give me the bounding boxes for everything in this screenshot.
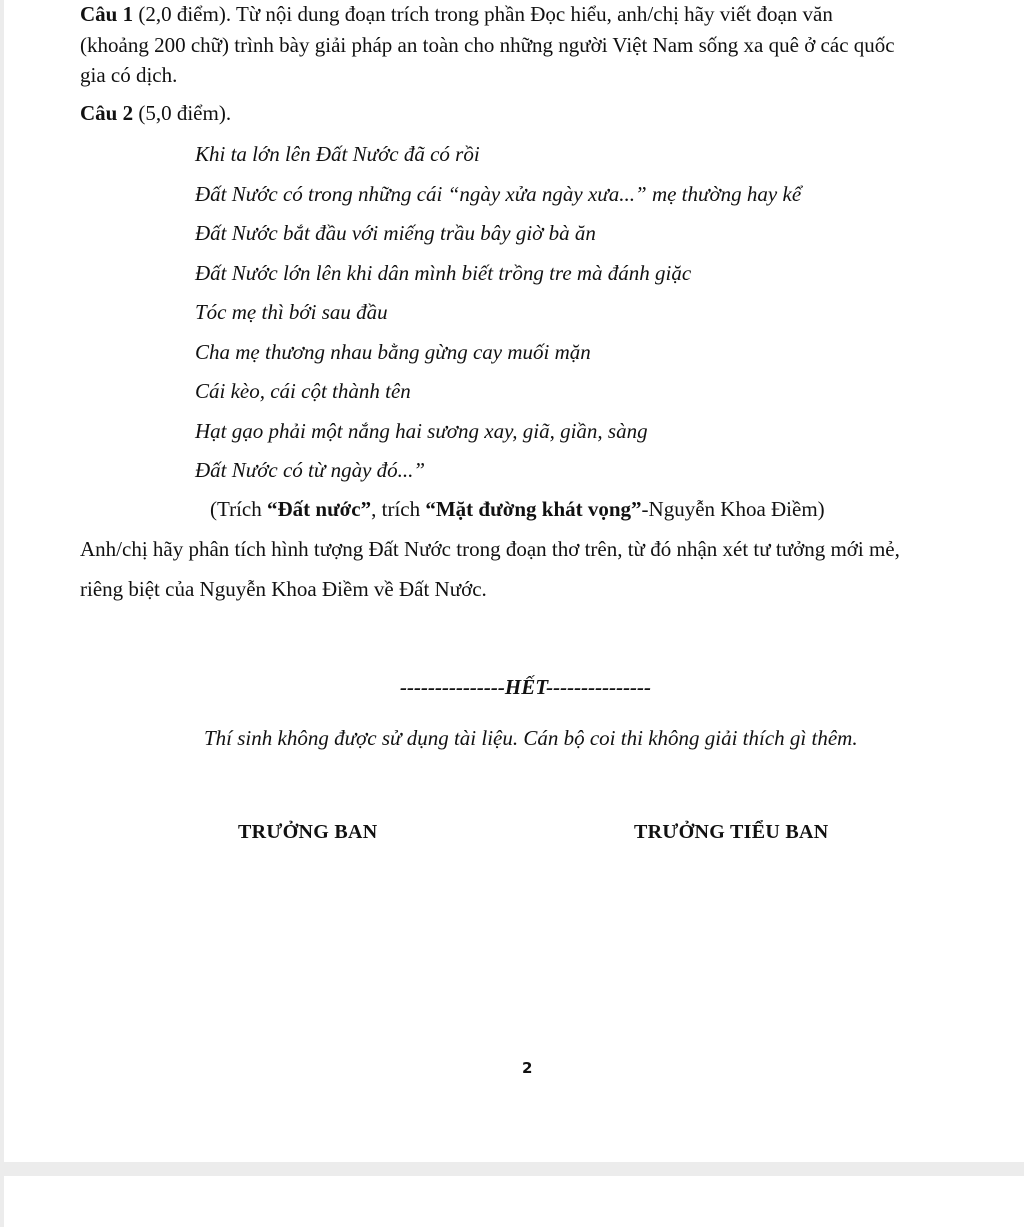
citation-prefix: (Trích	[210, 497, 267, 521]
poem-line: Đất Nước có trong những cái “ngày xửa ngày xưa...” mẹ thường hay kể	[195, 182, 802, 206]
question-1-label: Câu 1	[80, 2, 134, 26]
signature-head-of-subcommittee: TRƯỞNG TIỂU BAN	[634, 821, 829, 843]
signature-head-of-board: TRƯỞNG BAN	[238, 821, 378, 843]
question-1-line-3: gia có dịch.	[80, 63, 178, 87]
poem-line: Cha mẹ thương nhau bằng gừng cay muối mặn	[195, 340, 591, 364]
exam-note: Thí sinh không được sử dụng tài liệu. Cán bộ coi thi không giải thích gì thêm.	[204, 726, 858, 750]
citation-middle: , trích	[371, 497, 426, 521]
question-2-heading	[80, 101, 231, 125]
poem-line: Đất Nước bắt đầu với miếng trầu bây giờ bà ăn	[195, 221, 596, 245]
question-2-label: Câu 2	[80, 101, 134, 125]
citation-work-1: “Đất nước”	[266, 497, 372, 521]
question-2-points: (5,0 điểm).	[133, 101, 232, 125]
citation-work-2: “Mặt đường khát vọng”	[425, 497, 642, 521]
question-1-line-2: (khoảng 200 chữ) trình bày giải pháp an toàn cho những người Việt Nam sống xa quê ở các quốc	[80, 33, 895, 57]
task-line-1: Anh/chị hãy phân tích hình tượng Đất Nước trong đoạn thơ trên, từ đó nhận xét tư tưởng mới mẻ,	[80, 537, 900, 561]
exam-page	[4, 0, 1024, 1162]
poem-line: Tóc mẹ thì bới sau đầu	[195, 300, 388, 324]
end-marker: ---------------HẾT---------------	[400, 675, 652, 699]
poem-line: Cái kèo, cái cột thành tên	[195, 379, 411, 403]
question-1-text: (2,0 điểm). Từ nội dung đoạn trích trong phần Đọc hiểu, anh/chị hãy viết đoạn văn	[133, 2, 833, 26]
poem-citation	[210, 497, 825, 521]
poem-line: Hạt gạo phải một nắng hai sương xay, giã, giần, sàng	[195, 419, 648, 443]
poem-line: Khi ta lớn lên Đất Nước đã có rồi	[195, 142, 480, 166]
poem-line: Đất Nước lớn lên khi dân mình biết trồng tre mà đánh giặc	[195, 261, 692, 285]
task-line-2: riêng biệt của Nguyễn Khoa Điềm về Đất Nước.	[80, 577, 487, 601]
page-number: 2	[522, 1059, 533, 1077]
question-1-line-1	[80, 2, 833, 26]
poem-line: Đất Nước có từ ngày đó...”	[195, 458, 426, 482]
citation-suffix: -Nguyễn Khoa Điềm)	[641, 497, 825, 521]
next-page-edge	[4, 1176, 1024, 1227]
